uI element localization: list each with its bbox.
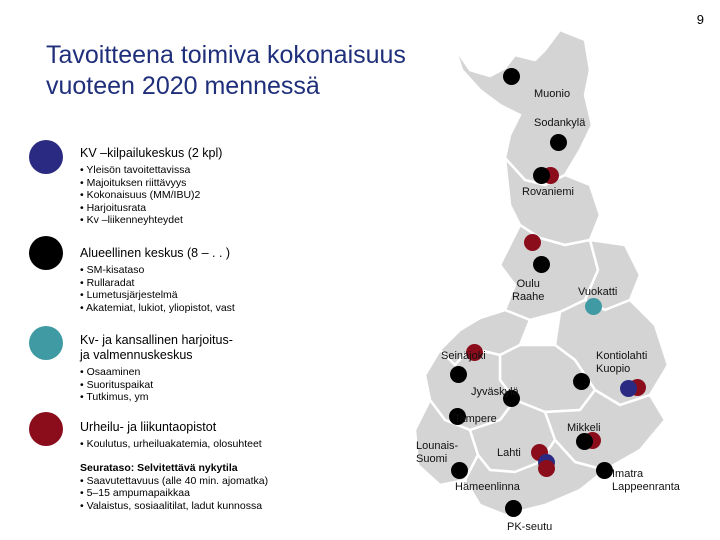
legend-alueellinen-keskus <box>80 246 235 314</box>
marker-sodankyla <box>550 134 567 151</box>
marker-rovaniemi <box>533 167 550 184</box>
marker-vuokatti <box>585 298 602 315</box>
legend-kv-kilpailukeskus <box>80 146 222 227</box>
legend-list <box>80 264 235 314</box>
legend-item: • Akatemiat, lukiot, yliopistot, vast <box>80 302 235 315</box>
legend-item: • Majoituksen riittävyys <box>80 177 222 190</box>
city-label-tampere: Tampere <box>454 413 497 425</box>
city-label-rovaniemi: Rovaniemi <box>522 186 574 198</box>
city-label-oulu-raahe: Oulu Raahe <box>512 278 545 303</box>
marker-imatra <box>596 462 613 479</box>
legend-list <box>80 164 222 227</box>
legend-dot-kv-kilpailukeskus <box>29 140 63 174</box>
legend-item: • Harjoitusrata <box>80 202 222 215</box>
legend-item: • Saavutettavuus (alle 40 min. ajomatka) <box>80 475 268 488</box>
marker-vierumaki-opisto <box>538 460 555 477</box>
legend-dot-alueellinen-keskus <box>29 236 63 270</box>
page-number: 9 <box>696 12 704 27</box>
legend-heading: Kv- ja kansallinen harjoitus- ja valmennuskeskus <box>80 333 233 362</box>
legend-list <box>80 366 233 404</box>
legend-item: • Rullaradat <box>80 277 235 290</box>
legend-heading: Urheilu- ja liikuntaopistot <box>80 420 217 434</box>
marker-pk-seutu <box>505 500 522 517</box>
legend-item: • Lumetusjärjestelmä <box>80 289 235 302</box>
legend-seurataso <box>80 462 268 512</box>
marker-kontiolahti <box>573 373 590 390</box>
legend-item: • Tutkimus, ym <box>80 391 233 404</box>
city-label-vuokatti: Vuokatti <box>578 286 618 298</box>
legend-item: • SM-kisataso <box>80 264 235 277</box>
legend-list <box>80 438 262 451</box>
page-title: Tavoitteena toimiva kokonaisuus vuoteen 2020 mennessä <box>46 41 406 100</box>
marker-muonio <box>503 68 520 85</box>
legend-item: • Yleisön tavoitettavissa <box>80 164 222 177</box>
city-label-seinajoki: Seinäjoki <box>441 350 486 362</box>
city-label-lounais-suomi: Lounais- Suomi <box>416 440 459 465</box>
legend-urheiluopistot <box>80 420 262 451</box>
marker-kontiolahti-kv <box>620 380 637 397</box>
seurataso-list <box>80 475 268 513</box>
legend-heading: KV –kilpailukeskus (2 kpl) <box>80 146 223 160</box>
city-label-imatra-lappeenranta: Imatra Lappeenranta <box>612 468 680 493</box>
city-label-kontiolahti-kuopio: Kontiolahti Kuopio <box>596 350 648 375</box>
legend-item: • Kv –liikenneyhteydet <box>80 214 222 227</box>
legend-dot-harjoituskeskus <box>29 326 63 360</box>
city-label-jyvaskyla: Jyväskylä <box>471 386 519 398</box>
city-label-mikkeli: Mikkeli <box>567 422 601 434</box>
legend-item: • Kokonaisuus (MM/IBU)2 <box>80 189 222 202</box>
legend-heading: Alueellinen keskus (8 – . . ) <box>80 246 231 260</box>
city-label-pk-seutu: PK-seutu <box>507 521 553 533</box>
legend-item: • Osaaminen <box>80 366 233 379</box>
legend-item: • 5–15 ampumapaikkaa <box>80 487 268 500</box>
legend-item: • Valaistus, sosiaalitilat, ladut kunnossa <box>80 500 268 513</box>
legend-harjoituskeskus <box>80 333 233 404</box>
legend-dot-urheiluopistot <box>29 412 63 446</box>
marker-oulu-opisto <box>524 234 541 251</box>
city-label-muonio: Muonio <box>534 88 571 100</box>
marker-mikkeli <box>576 433 593 450</box>
marker-oulu <box>533 256 550 273</box>
city-label-sodankyla: Sodankylä <box>534 117 586 129</box>
seurataso-heading: Seurataso: Selvitettävä nykytila <box>80 462 238 474</box>
city-label-lahti: Lahti <box>497 447 521 459</box>
legend-item: • Suorituspaikat <box>80 379 233 392</box>
city-label-hameenlinna: Hämeenlinna <box>455 481 520 493</box>
legend-item: • Koulutus, urheiluakatemia, olosuhteet <box>80 438 262 451</box>
marker-seinajoki <box>450 366 467 383</box>
